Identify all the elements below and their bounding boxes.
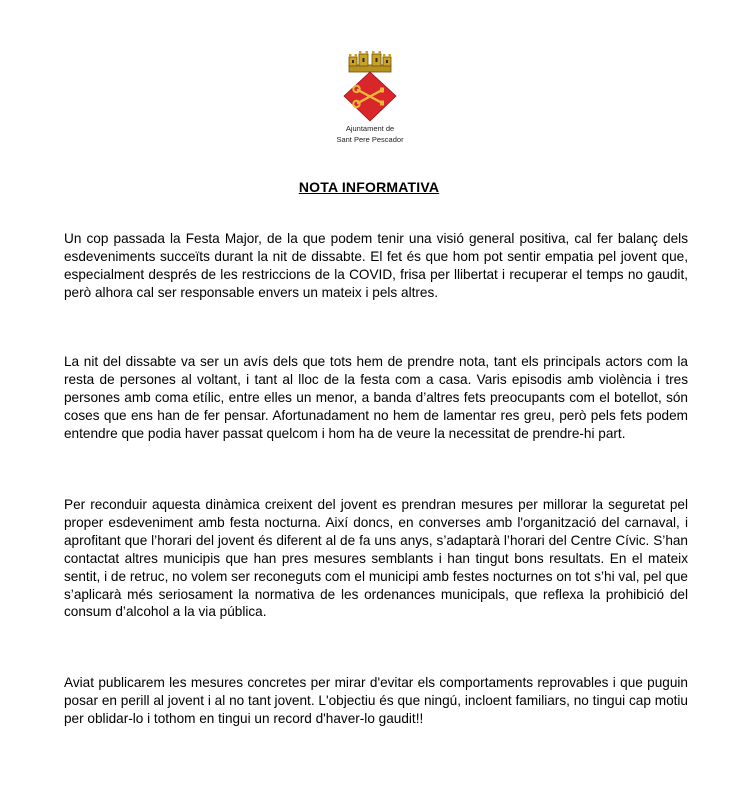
logo-caption-line-1: Ajuntament de (345, 124, 395, 133)
coat-of-arms-icon (340, 50, 400, 122)
paragraph-4: Aviat publicarem les mesures concretes per mirar d'evitar els comportaments reprovables i que puguin posar en perill al jovent i al no tant jovent. L'objectiu és que ningú, incloent familiars, no tingui cap motiu per oblidar-lo i tothom en tingui un record d'haver-lo gaudit!! (64, 675, 688, 726)
paragraph-2: La nit del dissabte va ser un avís dels que tots hem de prendre nota, tant els principals actors com la resta de persones al voltant, i tant al lloc de la festa com a casa. Varis episodis amb violència i tres persones amb coma etílic, entre elles un menor, a banda d’altres fets preocupants com el botellot, són coses que ens han de fer pensar. Afortunadament no hem de lamentar res greu, però pels fets podem entendre que podia haver passat quelcom i hom ha de veure la necessitat de prendre-hi part. (64, 354, 688, 441)
logo-caption-line-2: Sant Pere Pescador (336, 135, 404, 144)
paragraph-1: Un cop passada la Festa Major, de la que podem tenir una visió general positiva, cal fer balanç dels esdeveniments succeïts durant la nit de dissabte. El fet és que hom pot sentir empatia pel jovent que, especialment després de les restriccions de la COVID, frisa per llibertat i recuperar el temps no gaudit, però alhora cal ser responsable envers un mateix i pels altres. (64, 231, 688, 300)
paragraph-3: Per reconduir aquesta dinàmica creixent del jovent es prendran mesures per millorar la seguretat pel proper esdeveniment amb festa nocturna. Així doncs, en converses amb l'organització del carnaval, i aprofitant que l’horari del jovent és diferent al de fa uns anys, s’adaptarà l’horari del Centre Cívic. S’han contactat altres municipis que han pres mesures semblants i han tingut bons resultats. En el mateix sentit, i de retruc, no volem ser reconeguts com el municipi amb festes nocturnes on tot s’hi val, pel que s’aplicarà més seriosament la normativa de les ordenances municipals, que reflexa la prohibició del consum d’alcohol a la via pública. (64, 497, 688, 620)
municipal-logo (318, 50, 422, 144)
document-title: NOTA INFORMATIVA (298, 179, 440, 195)
